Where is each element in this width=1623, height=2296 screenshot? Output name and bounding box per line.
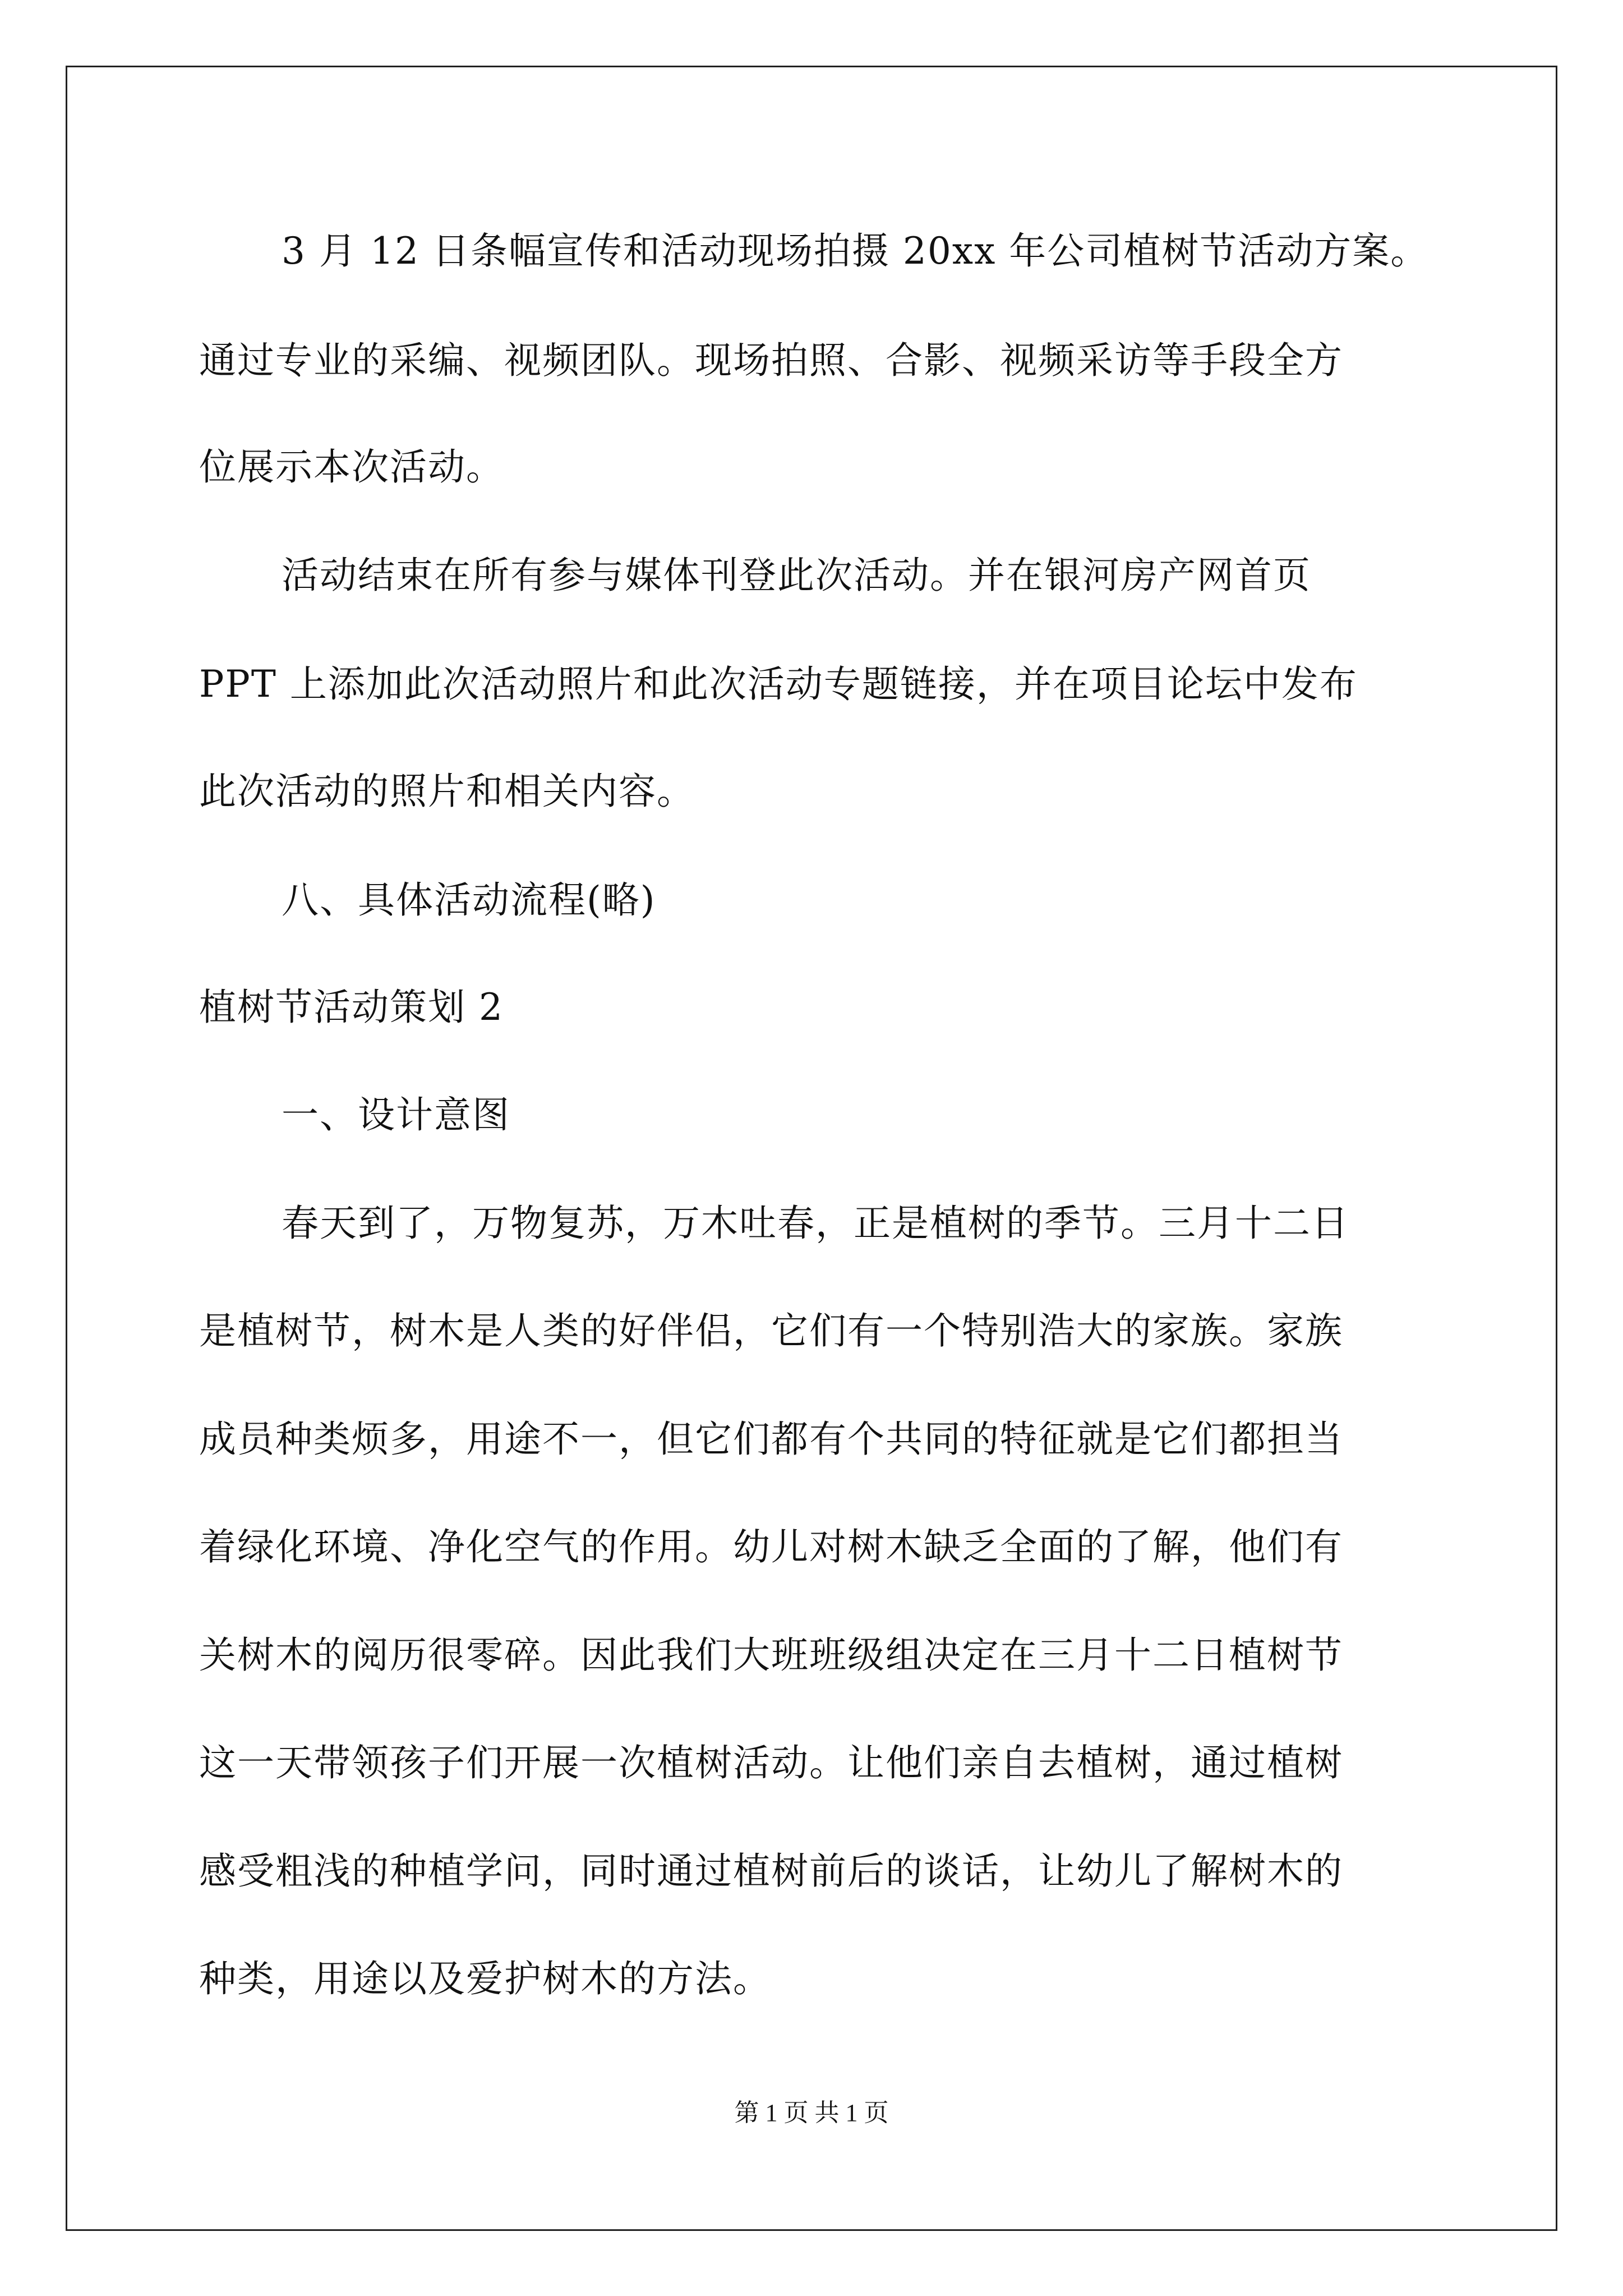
text-line: 3 月 12 日条幅宣传和活动现场拍摄 20xx 年公司植树节活动方案。 — [282, 229, 1429, 273]
text-line: 着绿化环境、净化空气的作用。幼儿对树木缺乏全面的了解，他们有 — [199, 1525, 1343, 1568]
page-border — [66, 66, 1557, 2231]
page-number-footer: 第 1 页 共 1 页 — [734, 2099, 889, 2127]
text-line: 春天到了，万物复苏，万木吐春，正是植树的季节。三月十二日 — [282, 1202, 1349, 1245]
text-line: PPT 上添加此次活动照片和此次活动专题链接，并在项目论坛中发布 — [199, 662, 1358, 706]
text-line: 感受粗浅的种植学问，同时通过植树前后的谈话，让幼儿了解树木的 — [199, 1849, 1343, 1893]
text-line: 此次活动的照片和相关内容。 — [199, 770, 695, 813]
text-line: 活动结束在所有参与媒体刊登此次活动。并在银河房产网首页 — [282, 554, 1311, 597]
subsection-heading: 一、设计意图 — [282, 1093, 510, 1137]
text-line: 通过专业的采编、视频团队。现场拍照、合影、视频采访等手段全方 — [199, 339, 1343, 382]
text-line: 关树木的阅历很零碎。因此我们大班班级组决定在三月十二日植树节 — [199, 1634, 1343, 1677]
section-heading: 植树节活动策划 2 — [199, 986, 504, 1029]
text-line: 是植树节，树木是人类的好伴侣，它们有一个特别浩大的家族。家族 — [199, 1309, 1343, 1352]
text-line: 位展示本次活动。 — [199, 445, 504, 489]
text-line: 成员种类烦多，用途不一，但它们都有个共同的特征就是它们都担当 — [199, 1418, 1343, 1461]
text-line: 种类，用途以及爱护树木的方法。 — [199, 1957, 771, 2000]
text-line: 这一天带领孩子们开展一次植树活动。让他们亲自去植树，通过植树 — [199, 1741, 1343, 1784]
text-line: 八、具体活动流程(略) — [282, 878, 656, 922]
